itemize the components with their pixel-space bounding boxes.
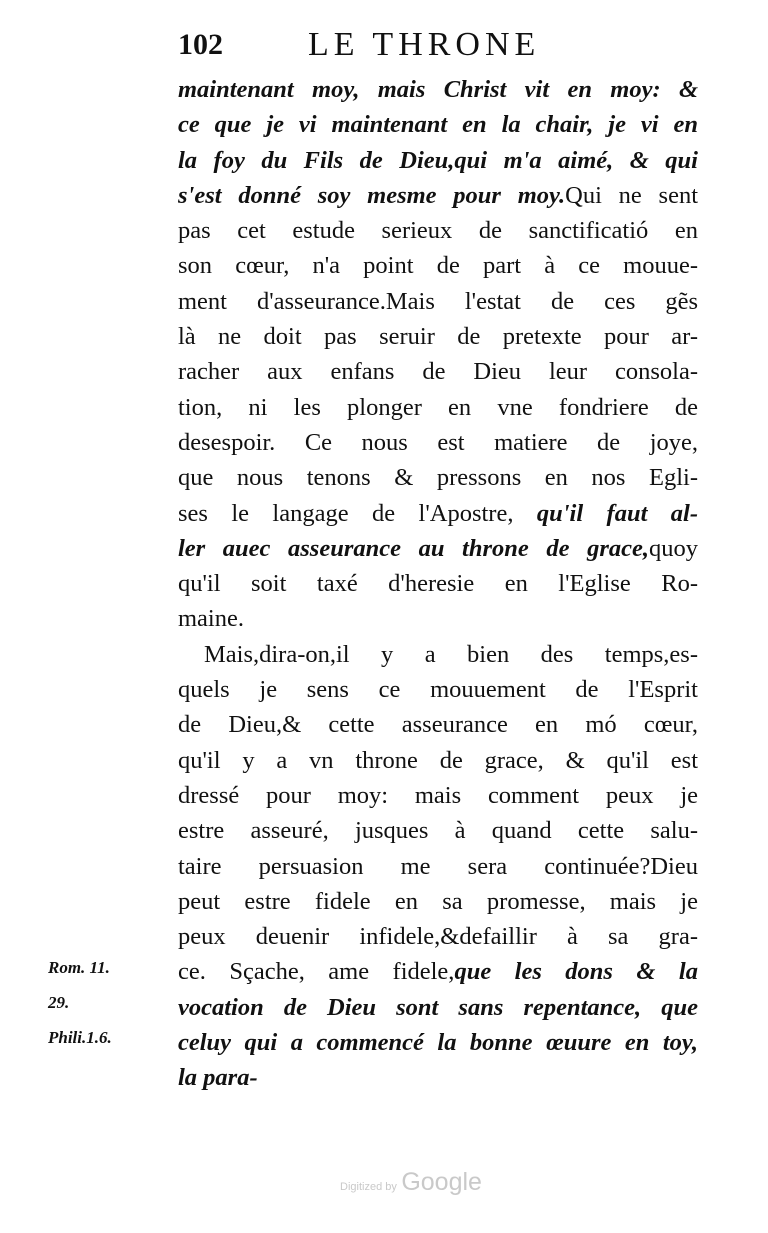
text-line bbox=[178, 566, 698, 601]
margin-note-verse: 29. bbox=[48, 993, 70, 1012]
text-segment: qu'il y a vn throne de grace, & qu'il est bbox=[178, 746, 698, 774]
text-line bbox=[178, 1025, 698, 1060]
text-line bbox=[178, 637, 698, 672]
running-title: LE THRONE bbox=[308, 26, 541, 63]
text-segment: taire persuasion me sera continuée?Dieu bbox=[178, 852, 698, 880]
google-logo: Google bbox=[401, 1168, 482, 1196]
text-line bbox=[178, 813, 698, 848]
text-segment: ce. Sçache, ame fidele, bbox=[178, 958, 455, 986]
text-segment: que les dons & la bbox=[454, 958, 698, 986]
text-segment: quels je sens ce mouuement de l'Esprit bbox=[178, 676, 698, 704]
body-text bbox=[178, 72, 698, 1096]
text-segment: ses le langage de l'Apostre, bbox=[178, 499, 537, 527]
text-segment: celuy qui a commencé la bonne œuure en toy, bbox=[178, 1029, 698, 1057]
text-segment: maintenant moy, mais Christ vit en moy: & bbox=[178, 76, 698, 103]
text-segment: vocation de Dieu sont sans repentance, que bbox=[178, 993, 698, 1021]
text-segment: maine. bbox=[178, 605, 244, 633]
text-segment: ce que je vi maintenant en la chair, je vi en bbox=[178, 111, 698, 139]
text-segment: Mais,dira-on,il y a bien des temps,es- bbox=[204, 640, 698, 668]
text-segment: qu'il faut al- bbox=[536, 499, 698, 527]
text-line bbox=[178, 707, 698, 742]
margin-note-rom: Rom. 11. bbox=[48, 958, 110, 977]
text-line bbox=[178, 990, 698, 1025]
text-line bbox=[178, 354, 698, 389]
digitized-footer bbox=[340, 1168, 482, 1197]
text-segment: la foy du Fils de Dieu,qui m'a aimé, & qui bbox=[178, 146, 698, 174]
text-line bbox=[178, 531, 698, 566]
text-line bbox=[178, 496, 698, 531]
text-line bbox=[178, 460, 698, 495]
page-header bbox=[178, 22, 698, 72]
text-line bbox=[178, 319, 698, 354]
text-line bbox=[178, 743, 698, 778]
text-segment: quoy bbox=[649, 534, 698, 562]
page-number: 102 bbox=[178, 28, 223, 61]
text-line bbox=[178, 213, 698, 248]
text-segment: estre asseuré, jusques à quand cette salu- bbox=[178, 817, 698, 845]
text-segment: ment d'asseurance.Mais l'estat de ces gẽs bbox=[178, 287, 698, 315]
text-segment: Qui ne sent bbox=[565, 181, 698, 209]
text-segment: pas cet estude serieux de sanctificatió en bbox=[178, 217, 698, 245]
text-line bbox=[178, 178, 698, 213]
digitized-label: Digitized by bbox=[340, 1181, 397, 1193]
text-segment: tion, ni les plonger en vne fondriere de bbox=[178, 393, 698, 421]
text-line bbox=[178, 778, 698, 813]
text-line bbox=[178, 284, 698, 319]
text-segment: la para- bbox=[178, 1064, 258, 1092]
text-line bbox=[178, 107, 698, 142]
text-segment: son cœur, n'a point de part à ce mouue- bbox=[178, 252, 698, 280]
text-segment: racher aux enfans de Dieu leur consola- bbox=[178, 358, 698, 386]
text-line bbox=[178, 884, 698, 919]
text-line bbox=[178, 672, 698, 707]
text-line bbox=[178, 601, 698, 636]
text-segment: dressé pour moy: mais comment peux je bbox=[178, 781, 698, 809]
text-segment: s'est donné soy mesme pour moy. bbox=[178, 181, 566, 209]
text-segment: peux deuenir infidele,&defaillir à sa gra- bbox=[178, 923, 698, 951]
text-line bbox=[178, 954, 698, 989]
text-segment: que nous tenons & pressons en nos Egli- bbox=[178, 464, 698, 492]
text-line bbox=[178, 425, 698, 460]
text-segment: desespoir. Ce nous est matiere de joye, bbox=[178, 428, 698, 456]
text-segment: qu'il soit taxé d'heresie en l'Eglise Ro- bbox=[178, 570, 698, 598]
text-line bbox=[178, 143, 698, 178]
text-line bbox=[178, 919, 698, 954]
text-line bbox=[178, 390, 698, 425]
text-segment: peut estre fidele en sa promesse, mais je bbox=[178, 887, 698, 915]
text-line bbox=[178, 1060, 698, 1095]
text-line bbox=[178, 849, 698, 884]
text-segment: de Dieu,& cette asseurance en mó cœur, bbox=[178, 711, 698, 739]
text-line bbox=[178, 248, 698, 283]
text-segment: là ne doit pas seruir de pretexte pour ar- bbox=[178, 323, 698, 351]
margin-note-phili: Phili.1.6. bbox=[48, 1028, 112, 1047]
text-line bbox=[178, 72, 698, 107]
text-segment: ler auec asseurance au throne de grace, bbox=[178, 534, 649, 562]
